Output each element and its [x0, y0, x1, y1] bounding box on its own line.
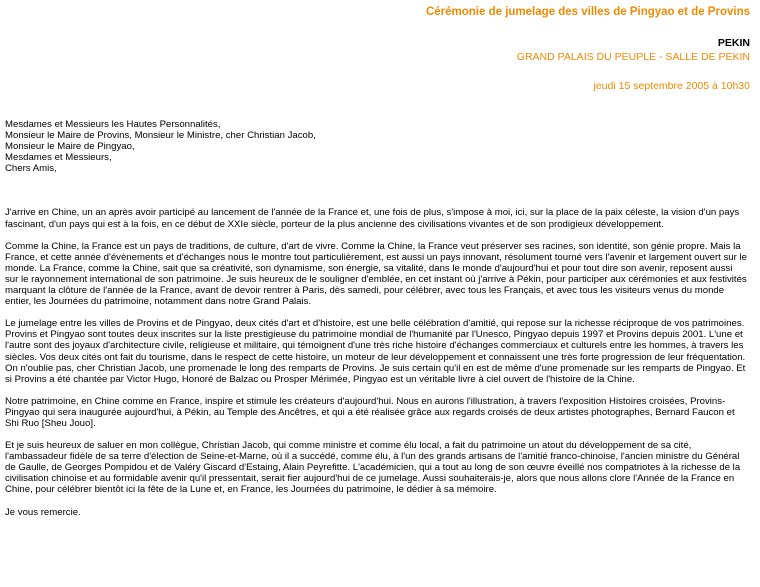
salutation-line: Mesdames et Messieurs,	[5, 152, 112, 164]
speech-paragraph: J'arrive en Chine, un an après avoir participé au lancement de l'année de la France et, une fois de plus, s'impose à moi, ici, sur la place de la paix céleste, la vision d'un pays fascinant, d'un pays qui est à la fois, en ce début de XXIe siècle, porteur de la plus ancienne des civilisations vivantes et de son prodigieux développement.	[5, 207, 740, 230]
salutation-line: Mesdames et Messieurs les Hautes Personnalités,	[5, 119, 221, 130]
speech-paragraph: Et je suis heureux de saluer en mon collègue, Christian Jacob, qui comme ministre et comme élu local, a fait du patrimoine un atout du développement de sa cité, l'ambassadeur fidèle de sa terre d'élection de Seine-et-Marne, où il a succédé, comme élu, à l'un des grands artisans de l'amitié franco-chinoise, l'ancien ministre du Général de Gaulle, de Georges Pompidou et de Valéry Giscard d'Estaing, Alain Peyrefitte. L'académicien, qui a tout au long de son œuvre éveillé nos compatriotes à la richesse de la civilisation chinoise et au formidable avenir qu'il pressentait, serait fier aujourd'hui de ce jumelage. Aussi souhaiterais-je, alors que nous allons clore l'Année de la France en Chine, pour célébrer bientôt ici la fête de la Lune et, en France, les Journées du patrimoine, le dédier à sa mémoire.	[5, 440, 741, 496]
salutations	[5, 119, 747, 174]
closing-line: Je vous remercie.	[5, 506, 81, 518]
event-city: PEKIN	[717, 37, 750, 49]
salutation-line: Chers Amis,	[5, 163, 57, 175]
salutation-line: Monsieur le Maire de Provins, Monsieur le Ministre, cher Christian Jacob,	[5, 130, 316, 142]
speech-body	[5, 119, 747, 518]
event-date: jeudi 15 septembre 2005 à 10h30	[593, 80, 750, 92]
salutation-line: Monsieur le Maire de Pingyao,	[5, 141, 135, 153]
event-title: Cérémonie de jumelage des villes de Pingyao et de Provins	[425, 6, 750, 18]
speech-paragraph: Comme la Chine, la France est un pays de traditions, de culture, d'art de vivre. Comme la Chine, la France veut préserver ses racines, son identité, son génie propre. Mais la France, et cette année d'évènements et d'échanges nous le montre tout particulièrement, est aussi un pays innovant, résolument tourné vers l'avenir et largement ouvert sur le monde. La France, comme la Chine, sait que sa créativité, son dynamisme, son énergie, sa vitalité, dans le monde d'aujourd'hui et pour tout dire son avenir, reposent aussi sur le rayonnement international de son patrimoine. Je suis heureux de le souligner d'emblée, en cet instant où j'arrive à Pékin, pour participer aux cérémonies et aux festivités marquant la clôture de l'année de la France, avant de devoir rentrer à Paris, dès samedi, pour célébrer, avec tous les Français, et avec tous les visiteurs venus du monde entier, les Journées du patrimoine, notamment dans notre Grand Palais.	[5, 240, 747, 308]
speech-paragraph: Notre patrimoine, en Chine comme en France, inspire et stimule les créateurs d'aujourd'hui. Nous en aurons l'illustration, à travers l'exposition Histoires croisées, Provins-Pingyao qui sera inaugurée aujourd'hui, à Pékin, au Temple des Ancêtres, et qui a été réalisée grâce aux regards croisés de deux artistes photographes, Bernard Faucon et Shi Ruo [Sheu Jouo].	[5, 395, 735, 429]
speech-paragraph: Le jumelage entre les villes de Provins et de Pingyao, deux cités d'art et d'histoire, est une belle célébration d'amitié, qui repose sur la richesse réciproque de vos patrimoines. Provins et Pingyao sont toutes deux inscrites sur la liste prestigieuse du patrimoine mondial de l'humanité par l'Unesco, Pingyao depuis 1997 et Provins depuis 2001. L'une et l'autre sont des joyaux d'architecture civile, religieuse et militaire, qui témoignent d'une très riche histoire d'échanges commerciaux et culturels entre les hommes, à travers les siècles. Vos deux cités ont fait du tourisme, dans le respect de cette histoire, un moteur de leur développement et connaissent une très forte progression de leur fréquentation. On n'oublie pas, cher Christian Jacob, une promenade le long des remparts de Provins. Je suis certain qu'il en est de même d'une promenade sur les remparts de Pingyao. Et si Provins a été chantée par Victor Hugo, Honoré de Balzac ou Prosper Mérimée, Pingyao est un véritable livre à ciel ouvert de l'histoire de la Chine.	[5, 318, 746, 385]
event-venue: GRAND PALAIS DU PEUPLE - SALLE DE PEKIN	[516, 51, 750, 63]
